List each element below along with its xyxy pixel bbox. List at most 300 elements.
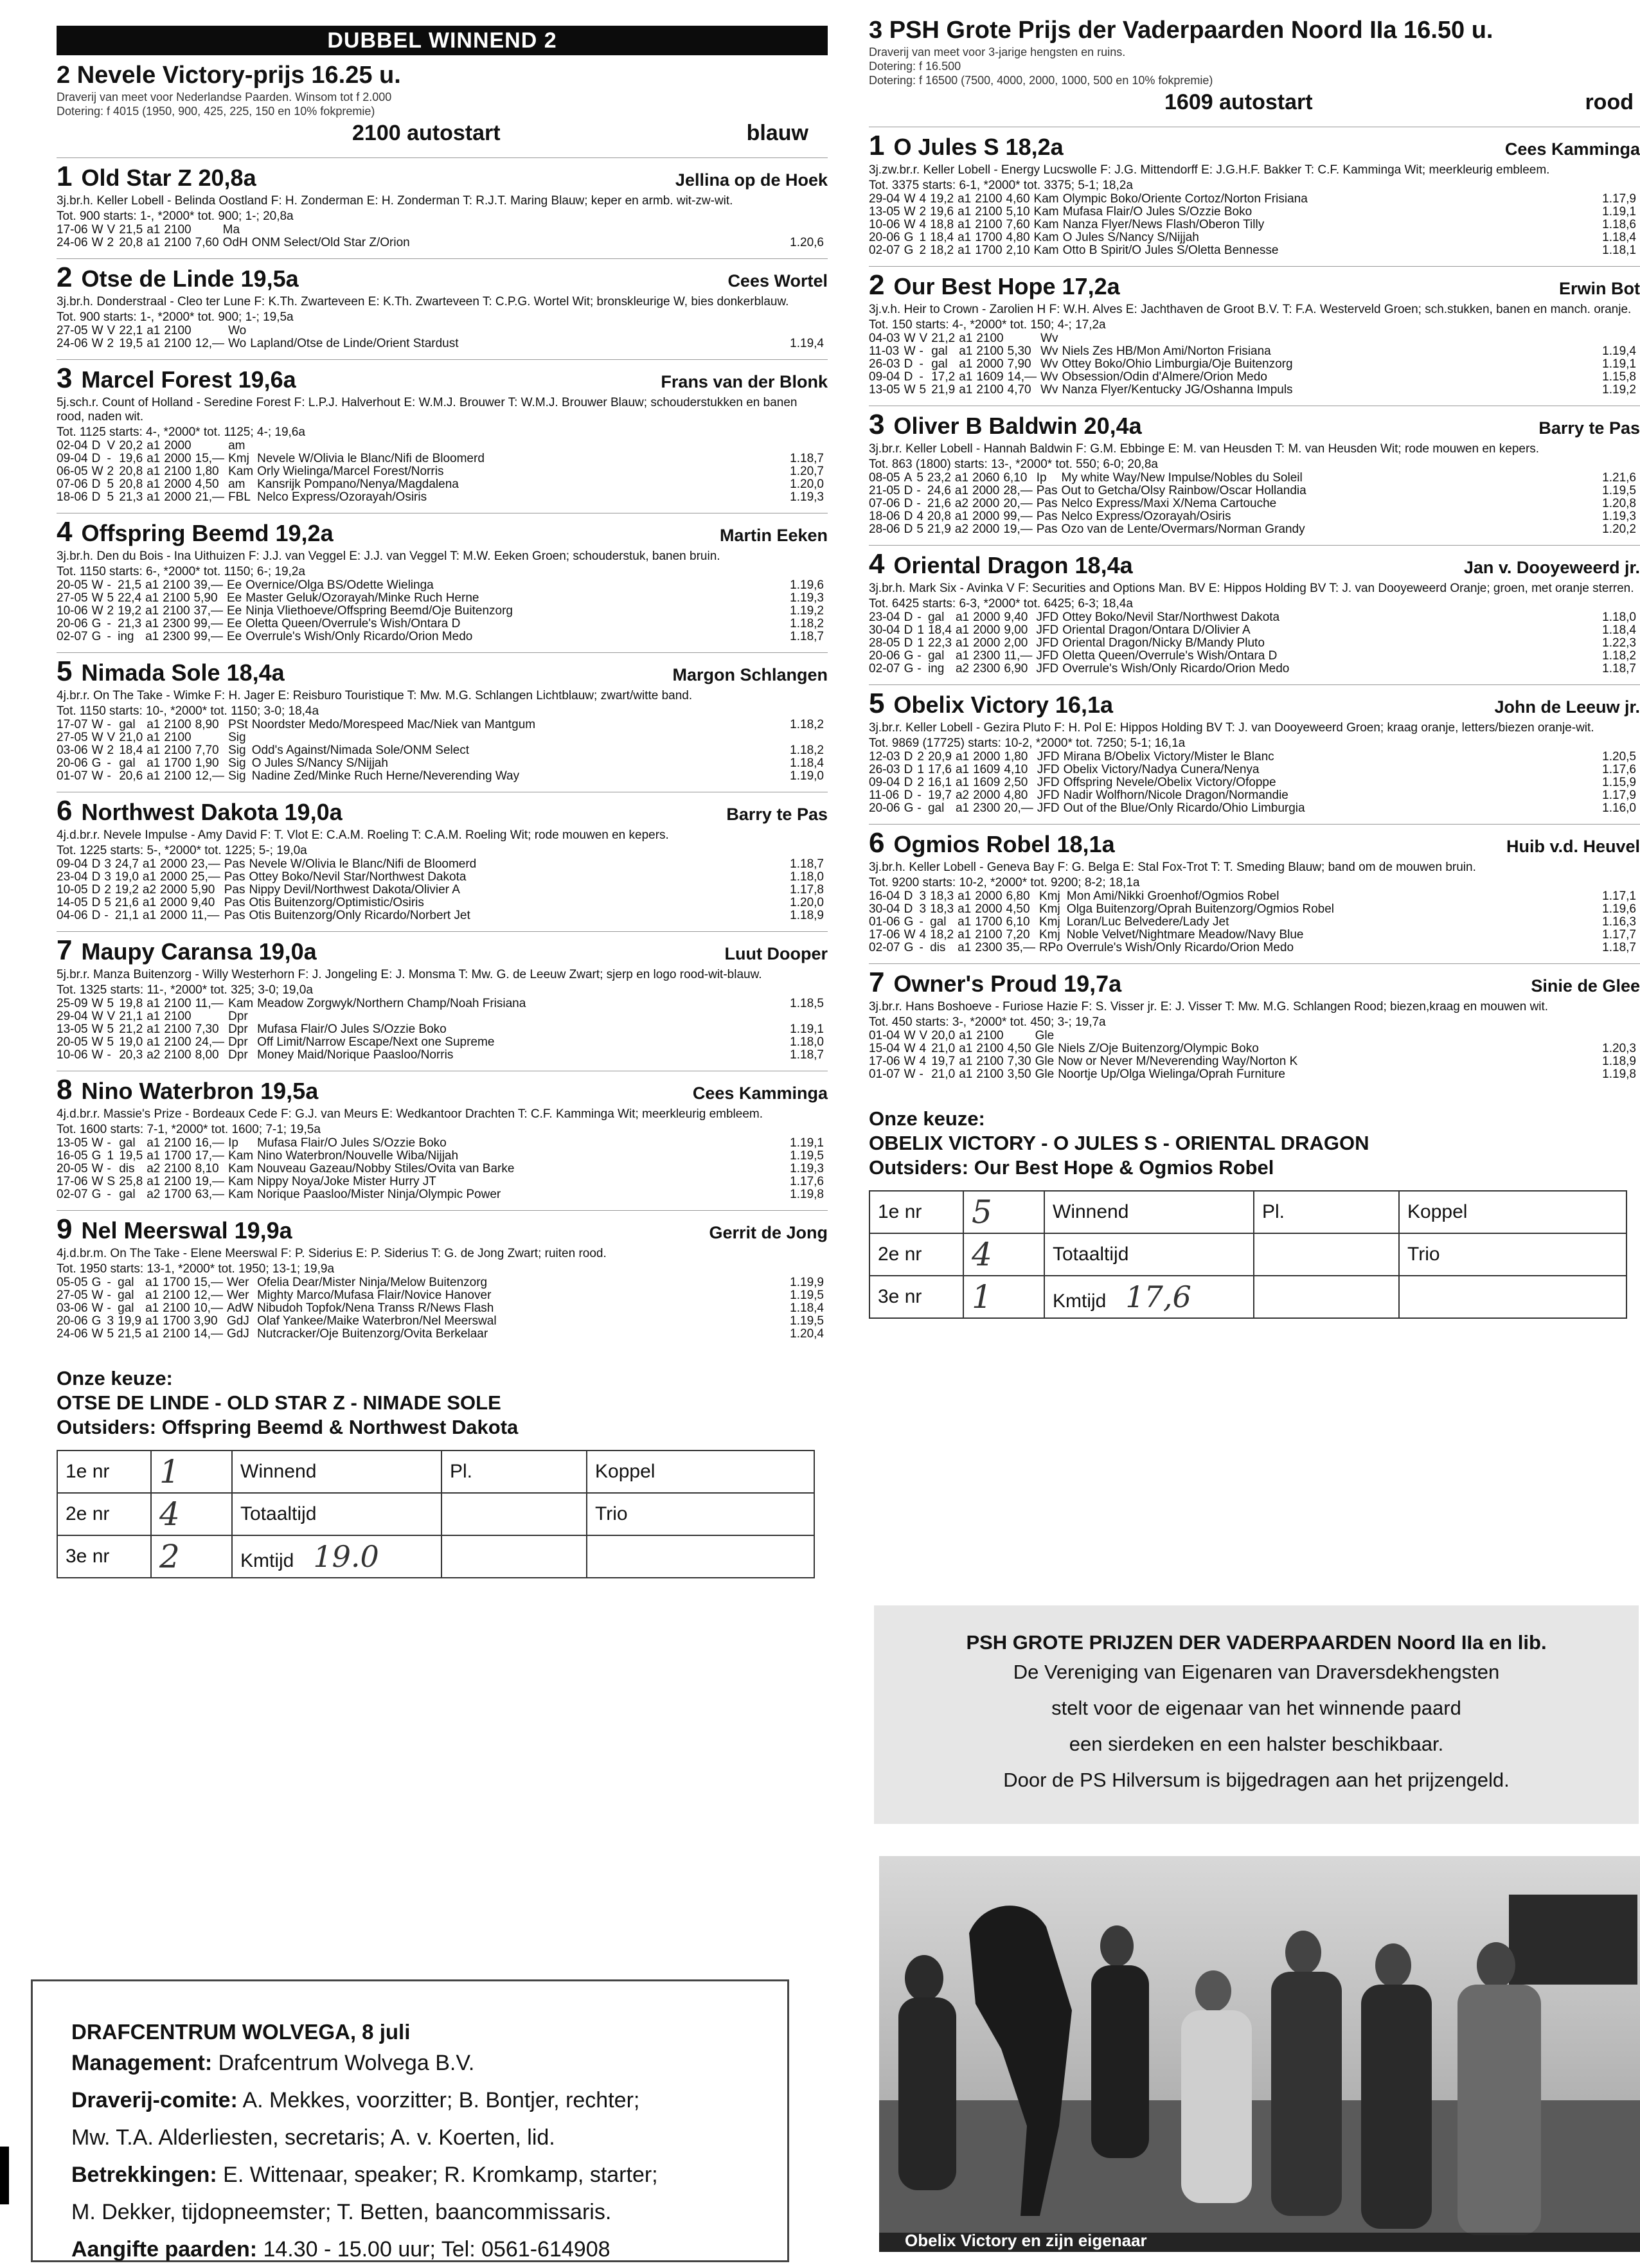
- bet-position-label: 3e nr: [57, 1535, 151, 1578]
- result-cell: 1,90: [195, 756, 219, 770]
- result-cell: W: [91, 1136, 103, 1150]
- result-cell: 2000: [160, 870, 188, 884]
- result-row: [869, 763, 1640, 776]
- result-cell: Overrule's Wish/Only Ricardo/Orion Medo: [1066, 941, 1294, 954]
- result-row: [869, 1068, 1640, 1081]
- result-cell: 2100: [164, 465, 192, 478]
- horse-pedigree: 3j.br.r. Keller Lobell - Gezira Pluto F: H. Pol E: Hippos Holding BV T: J. van Dooyeweerd Groen; kraag oranje, letters/biezen oranje-wit.: [869, 721, 1594, 735]
- result-cell: 01-04: [869, 1029, 900, 1042]
- result-cell: Dpr: [228, 1010, 248, 1023]
- result-cell: -: [107, 630, 111, 643]
- result-cell: 18-06: [57, 490, 88, 504]
- result-cell: -: [107, 1301, 111, 1315]
- psh-notice-lines: [874, 1654, 1639, 1798]
- result-cell: 1.19,3: [1602, 510, 1636, 523]
- result-cell: 02-07: [869, 941, 900, 954]
- bet-combo-cell: Koppel: [1399, 1191, 1627, 1233]
- result-cell: Pas: [224, 883, 245, 897]
- result-cell: a1: [145, 591, 159, 605]
- result-cell: a2: [147, 1162, 161, 1175]
- result-cell: Gle: [1035, 1055, 1055, 1068]
- result-cell: a1: [959, 383, 973, 397]
- our-choice-title: Onze keuze:: [869, 1107, 985, 1130]
- result-cell: Nevele W/Olivia le Blanc/Nifi de Bloomerd: [249, 857, 477, 871]
- horse-name-text: Nel Meerswal 19,9a: [81, 1217, 292, 1244]
- result-cell: a1: [147, 1010, 161, 1023]
- result-row: [57, 1163, 828, 1175]
- result-cell: 05-05: [57, 1276, 88, 1289]
- result-cell: 12,—: [195, 337, 225, 350]
- result-cell: 21,5: [118, 1327, 142, 1341]
- result-cell: a1: [145, 630, 159, 643]
- result-cell: 24-06: [57, 337, 88, 350]
- result-cell: 14,—: [1007, 370, 1037, 384]
- bet-type-text: Totaaltijd: [1053, 1244, 1129, 1265]
- result-cell: 2: [107, 604, 114, 618]
- result-cell: -: [917, 801, 922, 815]
- result-cell: -: [916, 484, 921, 497]
- result-cell: Ninja Vliethoeve/Offspring Beemd/Oje Buitenzorg: [245, 604, 513, 618]
- result-cell: W: [904, 1042, 916, 1055]
- bet-row: [57, 1535, 814, 1578]
- result-cell: a1: [145, 1301, 159, 1315]
- result-cell: D: [904, 636, 913, 650]
- result-cell: 24-06: [57, 236, 88, 249]
- result-cell: 07-06: [869, 497, 900, 510]
- result-cell: a1: [147, 1136, 161, 1150]
- result-cell: W: [91, 997, 103, 1010]
- management-line-value: E. Wittenaar, speaker; R. Kromkamp, starter;: [217, 2163, 658, 2187]
- result-cell: 4,80: [1006, 231, 1030, 244]
- result-cell: Nouveau Gazeau/Nobby Stiles/Ovita van Barke: [257, 1162, 515, 1175]
- result-cell: 2: [107, 337, 114, 350]
- result-cell: 5,10: [1006, 205, 1030, 219]
- handwritten-number: 4: [963, 1233, 1044, 1276]
- horse-name-text: Otse de Linde 19,5a: [81, 265, 299, 292]
- result-cell: 30-04: [869, 902, 900, 916]
- result-cell: Nevele W/Olivia le Blanc/Nifi de Bloomerd: [257, 452, 485, 465]
- result-cell: 1.18,2: [790, 718, 824, 731]
- result-cell: 8,00: [195, 1048, 219, 1062]
- result-cell: 21,5: [119, 223, 143, 237]
- result-cell: -: [919, 915, 923, 929]
- driver-name: Margon Schlangen: [672, 665, 828, 684]
- result-cell: 1.19,6: [1602, 902, 1636, 916]
- result-cell: Dpr: [228, 1022, 248, 1036]
- result-cell: gal: [119, 1136, 136, 1150]
- result-cell: -: [107, 1289, 111, 1302]
- result-cell: 11-06: [869, 789, 900, 802]
- horse-header: [57, 792, 828, 827]
- result-cell: 1.20,4: [790, 1327, 824, 1341]
- bet-type-label: [1044, 1233, 1254, 1276]
- result-cell: Ottey Boko/Ohio Limburgia/Oje Buitenzorg: [1062, 357, 1293, 371]
- result-row: [57, 871, 828, 884]
- result-cell: Kam: [228, 1162, 254, 1175]
- result-cell: 1700: [164, 756, 192, 770]
- result-cell: 1.18,7: [790, 452, 824, 465]
- result-cell: 19,0: [119, 1035, 143, 1049]
- result-cell: 3,90: [193, 1314, 218, 1328]
- result-cell: 1.19,3: [790, 591, 824, 605]
- result-cell: 20,2: [119, 439, 143, 452]
- result-row: [57, 884, 828, 897]
- result-row: [57, 1137, 828, 1150]
- horse-number: 1: [869, 130, 885, 161]
- result-cell: [195, 325, 228, 337]
- result-cell: 23-04: [869, 611, 900, 624]
- result-cell: 4,50: [1006, 902, 1030, 916]
- result-cell: a1: [147, 465, 161, 478]
- result-cell: D: [91, 452, 101, 465]
- result-cell: Pas: [1036, 510, 1058, 523]
- result-cell: ONM Select/Old Star Z/Orion: [251, 236, 410, 249]
- horse-pedigree: 5j.br.r. Manza Buitenzorg - Willy Westerhorn F: J. Jongeling E: J. Monsma T: Mw. G. de Leeuw Zwart; sjerp en logo rood-wit-blauw.: [57, 968, 762, 981]
- result-cell: gal: [927, 649, 945, 663]
- result-cell: Kmj: [1038, 915, 1060, 929]
- result-cell: Pas: [224, 909, 245, 922]
- result-cell: 04-03: [869, 332, 900, 345]
- result-cell: 2000: [972, 510, 1000, 523]
- result-row: [869, 611, 1640, 624]
- result-cell: 1.19,6: [790, 578, 824, 592]
- result-cell: Kam: [228, 1188, 254, 1201]
- result-cell: 1.19,9: [790, 1276, 824, 1289]
- result-row: [57, 1175, 828, 1188]
- result-cell: W: [91, 718, 103, 731]
- result-cell: 09-04: [57, 857, 88, 871]
- driver-name: Erwin Bot: [1559, 279, 1640, 298]
- driver-name: Frans van der Blonk: [661, 372, 828, 391]
- result-cell: 5: [107, 997, 114, 1010]
- result-cell: 99,—: [193, 617, 223, 630]
- result-cell: 11-03: [869, 344, 900, 358]
- horse-entry: [57, 931, 828, 1062]
- result-cell: a1: [958, 231, 972, 244]
- result-cell: 21,3: [118, 617, 142, 630]
- horse-entry: [869, 406, 1640, 536]
- result-cell: 1.19,3: [790, 1162, 824, 1175]
- horse-header: [57, 1210, 828, 1246]
- result-cell: 21,5: [118, 578, 142, 592]
- result-cell: Kam: [228, 465, 254, 478]
- result-cell: [250, 325, 790, 337]
- result-cell: 4: [919, 928, 927, 942]
- result-cell: 17-06: [57, 223, 88, 237]
- result-cell: 20-05: [57, 1162, 88, 1175]
- result-cell: 99,—: [193, 630, 223, 643]
- driver-name: John de Leeuw jr.: [1494, 697, 1640, 717]
- result-cell: W: [91, 324, 103, 337]
- result-cell: 1.20,8: [1602, 497, 1636, 510]
- result-row: [57, 1150, 828, 1163]
- result-cell: 2000: [972, 497, 1000, 510]
- result-cell: 20,8: [119, 236, 143, 249]
- handwritten-number: 1: [151, 1451, 232, 1493]
- result-cell: O Jules S/Nancy S/Nijjah: [251, 756, 388, 770]
- horse-name: [57, 362, 296, 395]
- result-cell: G: [904, 915, 914, 929]
- result-cell: 04-06: [57, 909, 88, 922]
- result-cell: W: [91, 1327, 103, 1341]
- result-cell: Gle: [1035, 1029, 1055, 1042]
- bet-combo-cell: [1399, 1276, 1627, 1318]
- start-line: [869, 87, 1640, 118]
- result-cell: Out of the Blue/Only Ricardo/Ohio Limburgia: [1063, 801, 1305, 815]
- result-cell: 17,2: [931, 370, 956, 384]
- result-cell: [1008, 332, 1040, 345]
- result-cell: 2: [107, 236, 114, 249]
- result-cell: D: [904, 789, 913, 802]
- result-cell: V: [107, 731, 116, 744]
- result-cell: D: [904, 623, 913, 637]
- horse-pedigree: 3j.br.h. Keller Lobell - Geneva Bay F: G. Belga E: Stal Fox-Trot T: T. Smeding Blauw; band om de mouwen bruin.: [869, 861, 1476, 874]
- result-cell: 1.19,1: [790, 1136, 824, 1150]
- result-cell: 2100: [976, 1067, 1004, 1081]
- driver-name: Jellina op de Hoek: [675, 170, 828, 190]
- result-cell: 02-07: [869, 244, 900, 257]
- result-cell: Pas: [224, 857, 245, 871]
- result-cell: a1: [147, 731, 161, 744]
- results-table: [869, 193, 1640, 257]
- result-cell: 2000: [160, 909, 188, 922]
- horse-name: [57, 934, 317, 967]
- result-row: [57, 478, 828, 491]
- result-cell: D: [91, 896, 101, 909]
- driver-name: Huib v.d. Heuvel: [1506, 837, 1640, 856]
- result-cell: 14,—: [193, 1327, 223, 1341]
- result-cell: a1: [959, 1029, 973, 1042]
- result-cell: JFD: [1037, 801, 1060, 815]
- result-cell: Pas: [224, 870, 245, 884]
- result-row: [869, 663, 1640, 675]
- result-row: [869, 1030, 1640, 1042]
- management-line: [71, 2082, 787, 2119]
- result-row: [869, 916, 1640, 929]
- result-cell: 1.18,0: [790, 870, 824, 884]
- result-cell: a1: [959, 1055, 973, 1068]
- result-cell: -: [919, 357, 923, 371]
- result-cell: Oriental Dragon/Ontara D/Olivier A: [1062, 623, 1251, 637]
- result-cell: 1.20,5: [1602, 750, 1636, 763]
- result-cell: 1.20,3: [1602, 1042, 1636, 1055]
- result-cell: 20,8: [927, 510, 951, 523]
- result-cell: 18,4: [119, 744, 143, 757]
- result-cell: W: [91, 223, 103, 237]
- result-cell: Kam: [228, 1149, 254, 1163]
- result-cell: 5,90: [191, 883, 215, 897]
- result-cell: 2100: [164, 337, 192, 350]
- result-row: [869, 510, 1640, 523]
- result-cell: am: [228, 439, 245, 452]
- result-cell: GdJ: [226, 1314, 249, 1328]
- our-choice-picks: OBELIX VICTORY - O JULES S - ORIENTAL DRAGON: [869, 1132, 1369, 1154]
- result-cell: a1: [147, 1035, 161, 1049]
- result-cell: 2100: [163, 1327, 190, 1341]
- result-cell: W: [904, 1029, 916, 1042]
- handwritten-number: 5: [963, 1191, 1044, 1233]
- result-cell: 2100: [164, 731, 192, 744]
- result-cell: 2: [919, 205, 927, 219]
- result-cell: 5,30: [1007, 344, 1031, 358]
- result-cell: a1: [145, 1276, 159, 1289]
- result-cell: 2000: [973, 623, 1001, 637]
- result-cell: D: [91, 883, 101, 897]
- result-cell: a1: [958, 889, 972, 903]
- results-table: [57, 325, 828, 350]
- result-cell: 2300: [163, 617, 190, 630]
- result-cell: 7,30: [1007, 1055, 1031, 1068]
- result-cell: 4: [919, 1042, 927, 1055]
- result-cell: 03-06: [57, 1301, 88, 1315]
- result-cell: 16,1: [927, 776, 952, 789]
- results-table: [57, 440, 828, 504]
- result-cell: AdW: [226, 1301, 254, 1315]
- result-cell: a1: [147, 236, 161, 249]
- result-cell: 1700: [975, 244, 1003, 257]
- result-cell: 2000: [164, 439, 192, 452]
- result-cell: 09-04: [869, 776, 900, 789]
- result-cell: W: [91, 1035, 103, 1049]
- result-cell: Wv: [1040, 357, 1058, 371]
- result-cell: a1: [958, 915, 972, 929]
- result-cell: 5: [107, 591, 114, 605]
- result-cell: 2100: [976, 332, 1004, 345]
- result-cell: 12,—: [193, 1289, 223, 1302]
- result-cell: Otis Buitenzorg/Optimistic/Osiris: [249, 896, 424, 909]
- result-cell: 2100: [163, 604, 190, 618]
- horse-name-text: Owner's Proud 19,7a: [893, 970, 1122, 997]
- result-cell: -: [104, 909, 109, 922]
- result-row: [57, 237, 828, 249]
- horse-pedigree: 3j.br.h. Den du Bois - Ina Uithuizen F: J.J. van Veggel E: J.J. van Veggel T: M.W. Eeken Groen; schouderstuk, banen bruin.: [57, 549, 720, 563]
- horse-name: [57, 795, 343, 827]
- result-cell: 21,2: [931, 332, 956, 345]
- result-cell: 1: [917, 623, 924, 637]
- result-cell: Olaf Yankee/Maike Waterbron/Nel Meerswal: [257, 1314, 497, 1328]
- result-cell: 2: [104, 883, 111, 897]
- result-cell: D: [904, 484, 913, 497]
- race-dotering: Dotering: f 4015 (1950, 900, 425, 225, 150 en 10% fokpremie): [57, 105, 375, 118]
- result-cell: 5: [104, 896, 111, 909]
- bet-type-text: Kmtijd: [240, 1550, 294, 1571]
- result-cell: Nelco Express/Maxi X/Nema Cartouche: [1061, 497, 1277, 510]
- horse-name: [57, 1074, 318, 1106]
- result-cell: 21,0: [931, 1067, 956, 1081]
- result-cell: 35,—: [1006, 941, 1035, 954]
- result-cell: Niels Zes HB/Mon Ami/Norton Frisiana: [1062, 344, 1271, 358]
- result-cell: 23,2: [927, 471, 951, 485]
- winner-photo-image: [879, 1856, 1640, 2252]
- result-cell: a2: [955, 662, 970, 675]
- results-table: [57, 224, 828, 249]
- result-cell: 37,—: [193, 604, 223, 618]
- result-cell: 20,—: [1003, 497, 1033, 510]
- result-cell: 1.16,3: [1602, 915, 1636, 929]
- result-cell: D: [904, 889, 913, 903]
- result-row: [869, 371, 1640, 384]
- result-cell: 4,10: [1004, 763, 1028, 776]
- result-cell: a1: [147, 452, 161, 465]
- horse-name: [869, 827, 1115, 859]
- result-cell: 21,2: [119, 1022, 143, 1036]
- result-cell: 1.17,8: [790, 883, 824, 897]
- result-cell: 18,2: [930, 928, 954, 942]
- result-cell: 22,4: [118, 591, 142, 605]
- result-cell: 26-03: [869, 357, 900, 371]
- results-table: [57, 997, 828, 1062]
- result-cell: Otis Buitenzorg/Only Ricardo/Norbert Jet: [249, 909, 470, 922]
- horse-name-text: Old Star Z 20,8a: [81, 165, 256, 191]
- result-cell: 20-05: [57, 1035, 88, 1049]
- result-cell: W: [91, 1010, 103, 1023]
- horse-entry: [57, 1071, 828, 1201]
- result-cell: 14-05: [57, 896, 88, 909]
- result-cell: W: [904, 928, 916, 942]
- result-cell: 02-07: [57, 630, 88, 643]
- horse-header: [869, 266, 1640, 301]
- result-cell: 21,—: [195, 490, 225, 504]
- result-cell: a1: [955, 623, 970, 637]
- results-table: [57, 579, 828, 643]
- result-cell: Norique Paasloo/Mister Ninja/Olympic Power: [257, 1188, 501, 1201]
- result-cell: W: [91, 591, 103, 605]
- horse-totals: Tot. 150 starts: 4-, *2000* tot. 150; 4-; 17,2a: [869, 318, 1106, 332]
- result-cell: W: [91, 1301, 103, 1315]
- result-cell: D: [904, 357, 913, 371]
- result-cell: a1: [955, 801, 970, 815]
- result-cell: 20-06: [57, 1314, 88, 1328]
- horse-totals: Tot. 900 starts: 1-, *2000* tot. 900; 1-; 19,5a: [57, 310, 294, 324]
- result-cell: 20-06: [869, 231, 900, 244]
- result-cell: 01-07: [57, 769, 88, 783]
- horse-totals: Tot. 9200 starts: 10-2, *2000* tot. 9200; 8-2; 18,1a: [869, 876, 1140, 889]
- result-cell: -: [917, 789, 922, 802]
- result-cell: 26-03: [869, 763, 900, 776]
- bet-combo-cell: Trio: [1399, 1233, 1627, 1276]
- result-row: [57, 1315, 828, 1328]
- result-cell: a1: [147, 1022, 161, 1036]
- result-cell: 02-07: [869, 662, 900, 675]
- horse-entry: [869, 266, 1640, 397]
- horse-header: [869, 963, 1640, 999]
- horse-totals: Tot. 1325 starts: 11-, *2000* tot. 325; 3-0; 19,0a: [57, 983, 313, 997]
- horse-name: [57, 161, 256, 193]
- horse-totals: Tot. 1125 starts: 4-, *2000* tot. 1125; 4-; 19,6a: [57, 425, 305, 439]
- bet-type-text: Kmtijd: [1053, 1290, 1107, 1312]
- result-cell: a1: [147, 478, 161, 491]
- result-row: [57, 491, 828, 504]
- result-cell: Pas: [1036, 497, 1058, 510]
- result-cell: W: [91, 1289, 103, 1302]
- management-title: DRAFCENTRUM WOLVEGA, 8 juli: [71, 2020, 411, 2044]
- race-conditions: Draverij van meet voor 3-jarige hengsten en ruins.: [869, 46, 1126, 58]
- result-row: [869, 193, 1640, 206]
- results-table: [57, 1276, 828, 1341]
- result-cell: [252, 224, 790, 237]
- results-table: [869, 890, 1640, 954]
- result-row: [57, 1302, 828, 1315]
- horse-pedigree: 3j.v.h. Heir to Crown - Zarolien H F: W.H. Alves E: Jachthaven de Groot B.V. T: F.A. Westerveld Groen; sch.stukken, banen en manch. oranje.: [869, 303, 1632, 316]
- result-cell: 19,—: [195, 1175, 225, 1188]
- result-cell: 1.17,9: [1602, 192, 1636, 206]
- result-cell: 3: [107, 1314, 114, 1328]
- result-cell: W: [91, 1048, 103, 1062]
- result-cell: 7,30: [195, 1022, 219, 1036]
- result-cell: Now or Never M/Neverending Way/Norton K: [1058, 1055, 1298, 1068]
- result-cell: Wv: [1040, 344, 1058, 358]
- bet-type-text: Winnend: [1053, 1201, 1129, 1222]
